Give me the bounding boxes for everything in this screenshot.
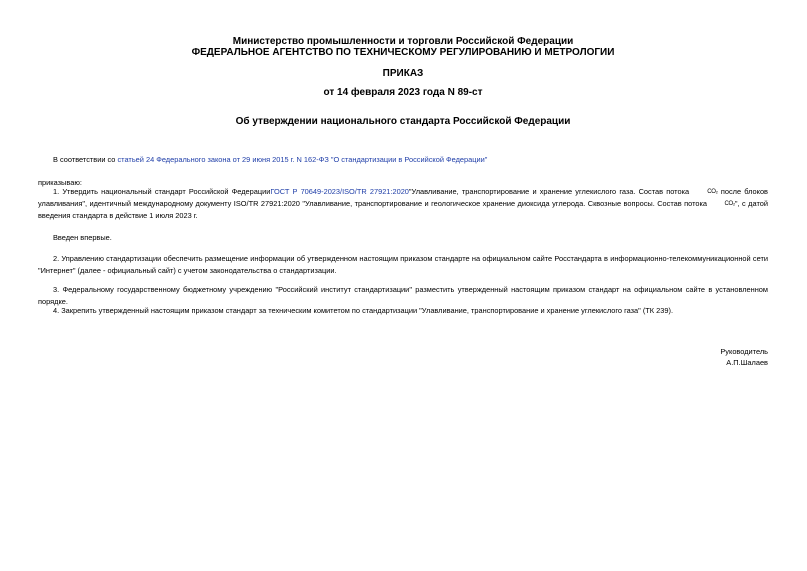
federal-law-link[interactable]: статьей 24 Федерального закона от 29 июня 2015 г. N 162-ФЗ "О стандартизации в Российской Федерации" (117, 155, 488, 164)
signature-block (568, 346, 768, 368)
co2-formula-image-2: CO₂ (724, 201, 735, 208)
preamble-paragraph (38, 154, 768, 166)
item-2-paragraph: 2. Управлению стандартизации обеспечить размещение информации об утвержденном настоящим приказом стандарте на официальном сайте Росстандарта в информационно-телекоммуникационной сети "Интернет" (далее - официальный сайт) с учетом законодательства о стандартизации. (38, 254, 768, 275)
order-subject: Об утверждении национального стандарта Российской Федерации (235, 116, 571, 127)
orders-word: приказываю: (38, 178, 82, 187)
item-3-paragraph: 3. Федеральному государственному бюджетному учреждению "Российский институт стандартизации" разместить утвержденный настоящим приказом стандарт на официальном сайте в установленном порядке. (38, 285, 768, 306)
item-4-paragraph: 4. Закрепить утвержденный настоящим приказом стандарт за техническим комитетом по стандартизации "Улавливание, транспортирование и хранение углекислого газа" (ТК 239). (53, 306, 673, 315)
agency-title: ФЕДЕРАЛЬНОЕ АГЕНТСТВО ПО ТЕХНИЧЕСКОМУ РЕГУЛИРОВАНИЮ И МЕТРОЛОГИИ (191, 47, 615, 58)
order-heading: ПРИКАЗ (382, 68, 424, 79)
item-1-part4: ", с датой введения стандарта в действие 1 июля 2023 г. (38, 199, 768, 221)
item-1-part2: "Улавливание, транспортирование и хранение углекислого газа. Состав потока (408, 187, 693, 196)
item-1-part3: после блоков улавливания", идентичный международному документу ISO/TR 27921:2020 "Улавливание, транспортирование и геологическое хранение диоксида углерода. Сквозные вопросы. Состав потока (38, 187, 768, 209)
signature-title: Руководитель (720, 347, 768, 356)
gost-standard-link[interactable]: ГОСТ Р 70649-2023/ISO/TR 27921:2020 (270, 187, 409, 196)
co2-formula-image: CO₂ (707, 189, 718, 196)
ministry-title: Министерство промышленности и торговли Российской Федерации (232, 36, 574, 47)
preamble-prefix: В соответствии со (53, 155, 118, 164)
signature-name: А.П.Шалаев (726, 358, 768, 367)
introduced-note: Введен впервые. (53, 233, 112, 242)
order-date: от 14 февраля 2023 года N 89-ст (323, 87, 483, 98)
item-1-part1: 1. Утвердить национальный стандарт Российской Федерации (53, 187, 271, 196)
item-1-paragraph (38, 186, 768, 222)
